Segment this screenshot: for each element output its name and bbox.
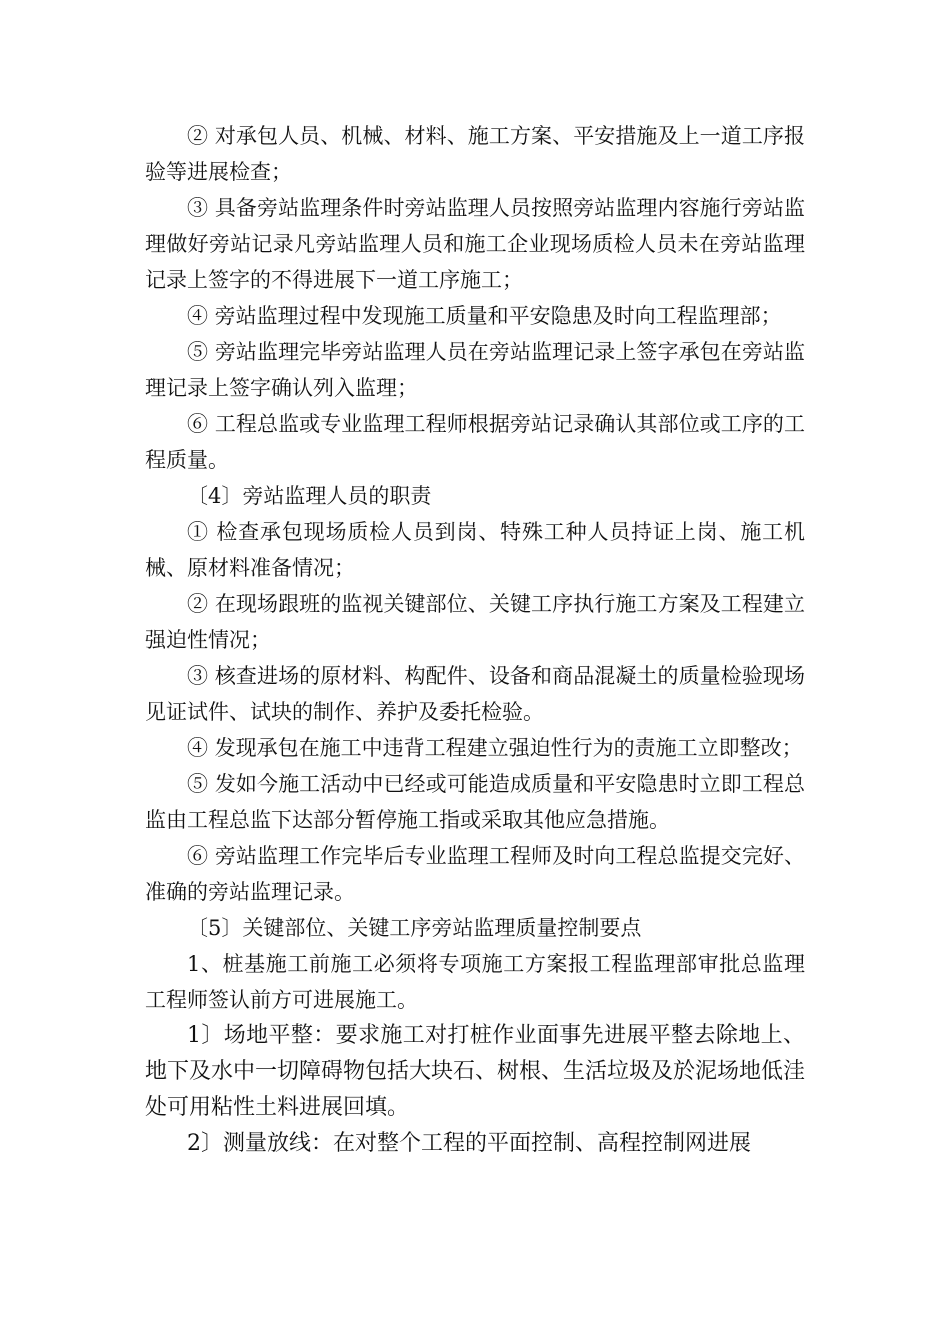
paragraph-duty-4: ④ 发现承包在施工中违背工程建立强迫性行为的责施工立即整改； xyxy=(187,736,803,760)
paragraph-pile-foundation: 1、桩基施工前施工必须将专项施工方案报工程监理部审批总监理工程师签认前方可进展施工。 xyxy=(145,952,805,1012)
section-heading-4-supervisor-duties: 〔4〕旁站监理人员的职责 xyxy=(187,484,432,508)
paragraph-duty-1: ① 检查承包现场质检人员到岗、特殊工种人员持证上岗、施工机械、原材料准备情况； xyxy=(145,520,805,580)
paragraph-item-4-find-hazards: ④ 旁站监理过程中发现施工质量和平安隐患及时向工程监理部； xyxy=(187,304,782,328)
document-body xyxy=(145,118,805,1162)
paragraph-item-5-sign-records: ⑤ 旁站监理完毕旁站监理人员在旁站监理记录上签字承包在旁站监理记录上签字确认列入监理； xyxy=(145,340,805,400)
paragraph-site-leveling: 1〕场地平整：要求施工对打桩作业面事先进展平整去除地上、地下及水中一切障碍物包括大块石、树根、生活垃圾及於泥场地低洼处可用粘性土料进展回填。 xyxy=(145,1023,806,1120)
paragraph-duty-2: ② 在现场跟班的监视关键部位、关键工序执行施工方案及工程建立强迫性情况； xyxy=(145,592,805,652)
paragraph-item-3-station-supervision: ③ 具备旁站监理条件时旁站监理人员按照旁站监理内容施行旁站监理做好旁站记录凡旁站监理人员和施工企业现场质检人员未在旁站监理记录上签字的不得进展下一道工序施工； xyxy=(145,196,805,292)
paragraph-item-2-check-contractor: ② 对承包人员、机械、材料、施工方案、平安措施及上一道工序报验等进展检查； xyxy=(145,124,805,184)
paragraph-duty-6: ⑥ 旁站监理工作完毕后专业监理工程师及时向工程总监提交完好、准确的旁站监理记录。 xyxy=(145,844,805,904)
paragraph-duty-3: ③ 核查进场的原材料、构配件、设备和商品混凝土的质量检验现场见证试件、试块的制作、养护及委托检验。 xyxy=(145,664,805,724)
paragraph-duty-5: ⑤ 发如今施工活动中已经或可能造成质量和平安隐患时立即工程总监由工程总监下达部分暂停施工指或采取其他应急措施。 xyxy=(145,772,805,832)
paragraph-survey-layout: 2〕测量放线：在对整个工程的平面控制、高程控制网进展 xyxy=(187,1131,751,1156)
paragraph-item-6-confirm-quality: ⑥ 工程总监或专业监理工程师根据旁站记录确认其部位或工序的工程质量。 xyxy=(145,412,805,472)
section-heading-5-quality-control-points: 〔5〕关键部位、关键工序旁站监理质量控制要点 xyxy=(187,916,642,940)
